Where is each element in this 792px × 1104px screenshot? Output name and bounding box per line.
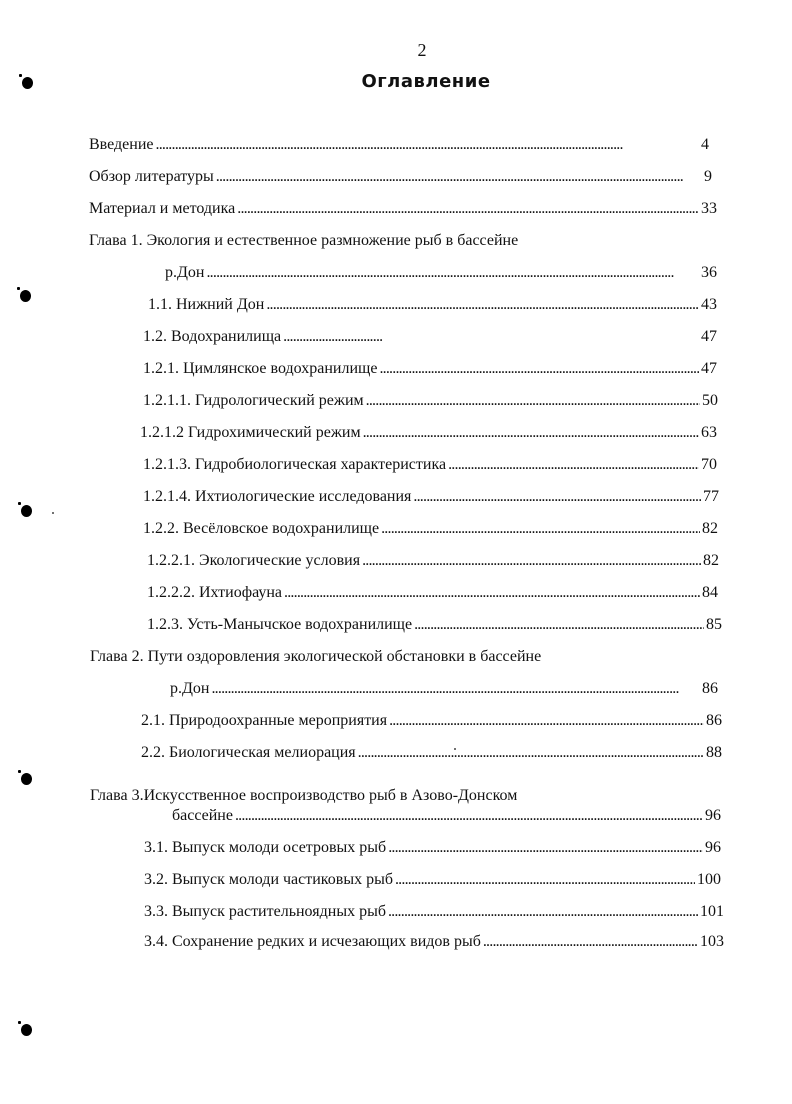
dot-leader [366,390,700,412]
toc-entry[interactable] [143,486,719,508]
toc-entry[interactable] [165,262,717,284]
toc-entry[interactable] [143,518,718,540]
toc-entry-label: 1.2. Водохранилища [143,328,282,345]
toc-entry-label: 2.1. Природоохранные мероприятия [141,712,388,729]
toc-entry-label: 3.3. Выпуск растительноядных рыб [144,903,386,920]
toc-entry-label: 1.2.1.2 Гидрохимический режим [140,424,361,441]
binder-hole-mark [20,290,31,302]
toc-entry[interactable] [170,678,718,700]
toc-entry[interactable] [172,805,721,827]
toc-entry-page: 50 [702,392,718,409]
toc-entry-page: 43 [701,296,717,313]
toc-entry-label: Обзор литературы [89,168,214,185]
toc-entry[interactable] [141,710,722,732]
dot-leader [388,837,703,859]
toc-entry-page: 82 [703,552,719,569]
toc-entry-label: 1.1. Нижний Дон [148,296,265,313]
toc-entry[interactable] [144,901,724,923]
toc-entry-label: 3.1. Выпуск молоди осетровых рыб [144,839,387,856]
toc-entry[interactable] [147,614,722,636]
toc-entry-label: 3.4. Сохранение редких и исчезающих видов рыб [144,933,481,950]
toc-entry-intro[interactable] [89,134,709,156]
toc-entry-label: 1.2.2.1. Экологические условия [147,552,361,569]
dot-leader [448,454,699,476]
toc-entry-page: 63 [701,424,717,441]
toc-entry[interactable] [148,294,717,316]
page-title: Оглавление [361,71,491,92]
dot-leader [413,486,701,508]
dot-leader [388,901,698,923]
toc-entry-label: Материал и методика [89,200,236,217]
toc-entry[interactable] [143,358,717,380]
toc-entry-label: р.Дон [165,264,205,281]
toc-entry[interactable] [143,390,718,412]
toc-entry-methods[interactable] [89,198,717,220]
binder-hole-mark [21,773,32,785]
dot-leader [211,678,700,700]
binder-hole-mark [21,505,32,517]
toc-entry-label: 1.2.1. Цимлянское водохранилище [143,360,378,377]
toc-entry[interactable] [147,550,719,572]
toc-entry-label: Введение [89,136,154,153]
toc-entry-page: 88 [706,744,722,761]
toc-entry-page: 36 [701,264,717,281]
toc-entry-label: 1.2.1.4. Ихтиологические исследования [143,488,412,505]
toc-entry-label: 1.2.2.2. Ихтиофауна [147,584,283,601]
toc-entry-page: 86 [706,712,722,729]
dot-leader [156,134,700,156]
dot-leader [206,262,699,284]
toc-entry[interactable] [144,931,724,953]
toc-entry-page: 33 [701,200,717,217]
toc-entry-label: 3.2. Выпуск молоди частиковых рыб [144,871,393,888]
toc-entry[interactable] [144,869,721,891]
toc-entry-page: 77 [703,488,719,505]
toc-entry-page: 4 [701,136,709,153]
chapter-heading[interactable]: Глава 2. Пути оздоровления экологической обстановки в бассейне [90,648,542,665]
toc-entry-page: 96 [705,807,721,824]
toc-entry-page: 103 [700,933,724,950]
toc-entry-label: 1.2.1.1. Гидрологический режим [143,392,364,409]
toc-entry-label: бассейне [172,807,233,824]
dot-leader [235,805,703,827]
toc-entry-page: 70 [701,456,717,473]
binder-hole-mark [21,1024,32,1036]
toc-entry[interactable] [141,742,722,764]
dot-leader [266,294,699,316]
dot-leader [414,614,704,636]
dot-leader [395,869,695,891]
toc-entry-label: 1.2.1.3. Гидробиологическая характеристика [143,456,447,473]
toc-entry-label: 2.2. Биологическая мелиорация [141,744,356,761]
toc-entry[interactable] [143,454,717,476]
toc-entry-page: 86 [702,680,718,697]
dot-leader [363,422,699,444]
toc-entry[interactable] [143,326,717,348]
toc-entry-label: 1.2.2. Весёловское водохранилище [143,520,380,537]
dot-leader [362,550,701,572]
chapter-heading[interactable]: Глава 1. Экология и естественное размножение рыб в бассейне [89,232,519,249]
toc-entry-review[interactable] [89,166,712,188]
dot-leader [483,931,698,953]
toc-entry-page: 100 [697,871,721,888]
toc-entry[interactable] [147,582,718,604]
dot-leader [284,582,700,604]
toc-entry-page: 47 [701,328,717,345]
scan-speck [52,512,54,514]
toc-entry-page: 82 [702,520,718,537]
toc-entry-label: р.Дон [170,680,210,697]
dot-leader [358,742,704,764]
dot-leader [283,326,383,348]
toc-entry-page: 96 [705,839,721,856]
chapter-heading[interactable]: Глава 3.Искусственное воспроизводство рыб в Азово-Донском [90,787,518,804]
dot-leader [216,166,702,188]
toc-entry-page: 101 [700,903,724,920]
dot-leader [381,518,700,540]
toc-entry-page: 47 [701,360,717,377]
toc-entry-page: 84 [702,584,718,601]
toc-entry[interactable] [144,837,721,859]
toc-entry-label: 1.2.3. Усть-Манычское водохранилище [147,616,413,633]
toc-entry-page: 85 [706,616,722,633]
toc-entry-page: 9 [704,168,712,185]
dot-leader [379,358,699,380]
dot-leader [237,198,699,220]
toc-entry[interactable] [140,422,717,444]
page-number: 2 [417,40,427,60]
dot-leader [389,710,704,732]
